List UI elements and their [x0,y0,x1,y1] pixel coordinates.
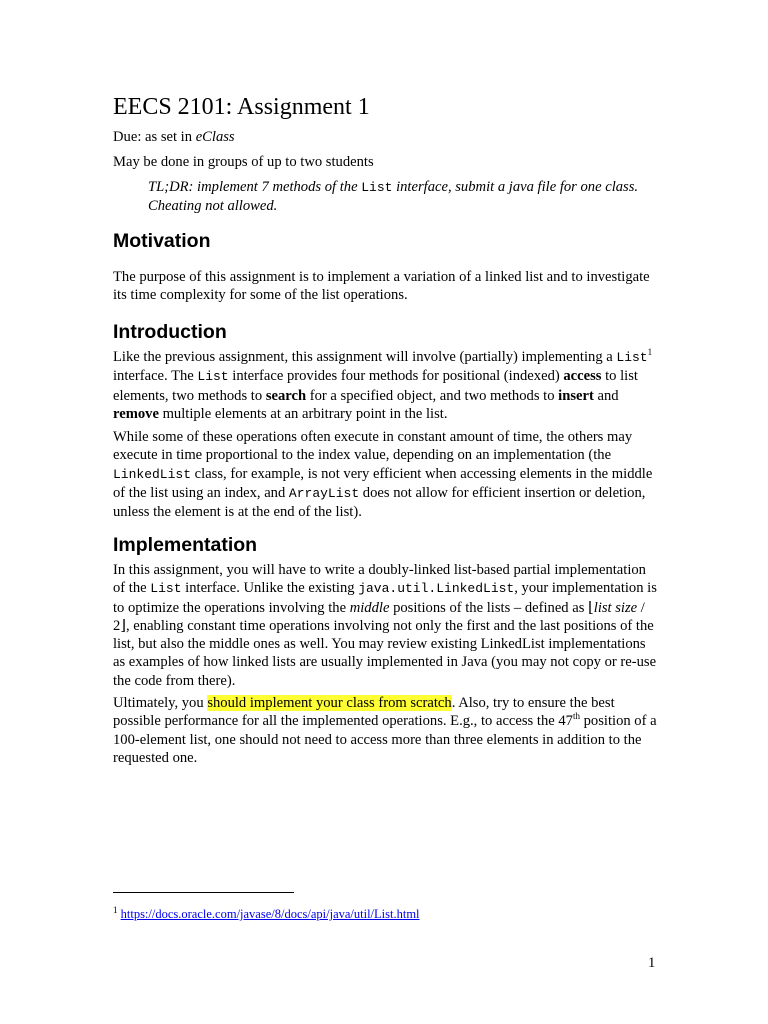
highlighted-text: should implement your class from scratch [207,695,452,711]
due-line: Due: as set in eClass [113,129,235,145]
page-title: EECS 2101: Assignment 1 [113,94,370,120]
footnote-divider [113,892,294,893]
implementation-heading: Implementation [113,534,258,556]
implementation-paragraph-2: Ultimately, you should implement your class from scratch. Also, try to ensure the best possible performance for all the implemented operations. E.g., to access the 47th position of a 100-element list, one should not need to access more than three elements in addition to the requested one. [113,695,657,766]
footnote: $^1$ https://docs.oracle.com/javase/8/docs/api/java/util/List.html [113,904,420,921]
implementation-paragraph-1: In this assignment, you will have to write a doubly-linked list-based partial implementation of the List interface. Unlike the existing java.util.LinkedList, your implementation is to optimize the operations involving the middle positions of the lists – defined as ⌊list size / 2⌋, enabling constant time operations involving not only the first and the last positions of the list, but also the middle ones as well. You may review existing LinkedList implementations as examples of how linked lists are usually implemented in Java (you may not copy or re-use the code from there). [113,562,657,689]
introduction-heading: Introduction [113,321,227,343]
footnote-link[interactable]: https://docs.oracle.com/javase/8/docs/api/java/util/List.html [120,907,420,921]
motivation-paragraph: The purpose of this assignment is to implement a variation of a linked list and to investigate its time complexity for some of the list operations. [113,269,650,304]
groups-line: May be done in groups of up to two students [113,154,374,170]
footnote-ref: 1 [647,347,653,358]
introduction-paragraph-1: Like the previous assignment, this assignment will involve (partially) implementing a List$^1$ interface. The List interface provides four methods for positional (indexed) access to list elements, two methods to search for a specified object, and two methods to insert and remove multiple elements at an arbitrary point in the list. [113,347,653,422]
motivation-heading: Motivation [113,230,211,252]
tldr-note: TL;DR: implement 7 methods of the List interface, submit a java file for one class. Cheating not allowed. [148,179,639,214]
introduction-paragraph-2: While some of these operations often execute in constant amount of time, the others may execute in time proportional to the index value, depending on an implementation (the LinkedList class, for example, is not very efficient when accessing elements in the middle of the list using an index, and ArrayList does not allow for efficient insertion or deletion, unless the element is at the end of the list). [113,429,653,521]
page-number: 1 [648,955,656,971]
